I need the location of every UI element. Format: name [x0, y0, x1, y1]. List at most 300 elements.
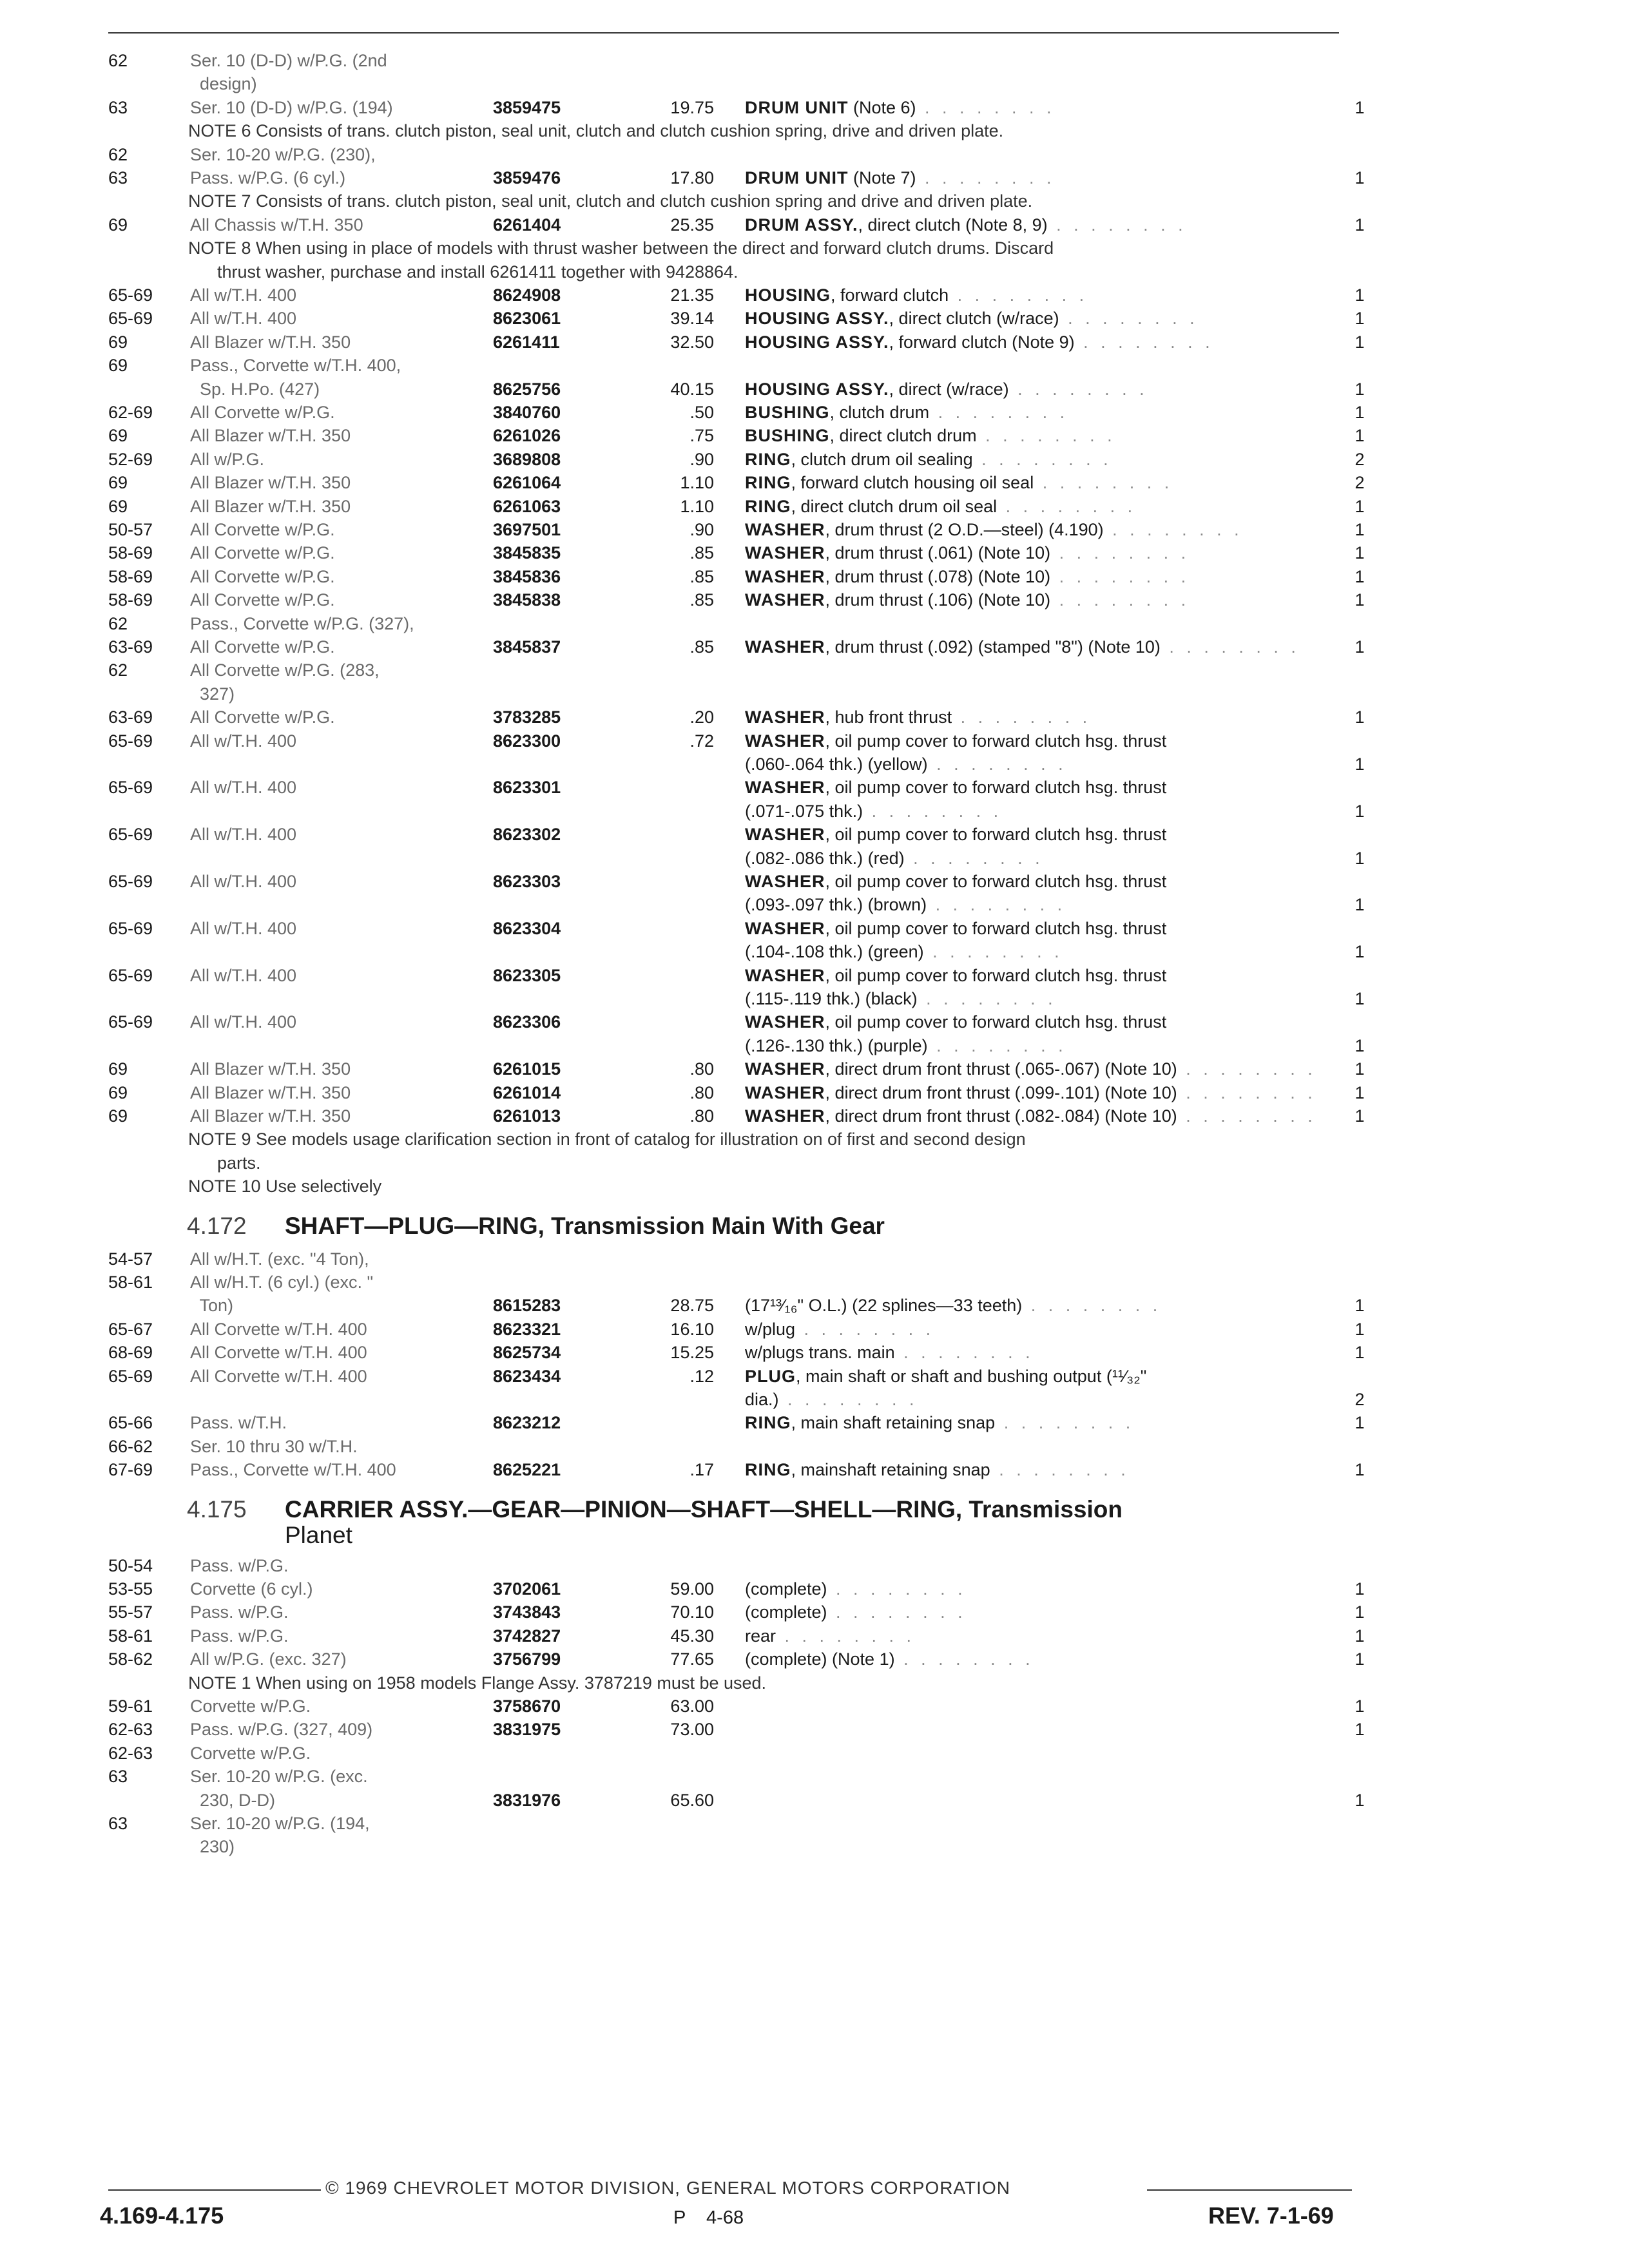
- list-price: 65.60: [670, 1790, 714, 1810]
- list-price: .50: [689, 403, 714, 422]
- list-price: 77.65: [670, 1649, 714, 1669]
- leader-dots: . . . . . . . .: [927, 1035, 1067, 1055]
- model-usage: Corvette w/P.G.: [190, 1696, 311, 1716]
- part-description: [745, 379, 1148, 399]
- part-detail: (.104-.108 thk.) (green): [745, 942, 924, 962]
- part-number: 6261014: [493, 1082, 561, 1102]
- model-years: 59-61: [108, 1696, 153, 1716]
- quantity: 1: [1354, 1579, 1365, 1599]
- part-detail: (Note 6): [848, 97, 916, 117]
- quantity: 1: [1354, 754, 1365, 774]
- part-name: RING: [745, 496, 791, 516]
- footnote-text: NOTE 10 Use selectively: [188, 1177, 382, 1196]
- leader-dots: . . . . . . . .: [827, 1602, 967, 1622]
- model-usage: All Corvette w/T.H. 400: [190, 1366, 367, 1386]
- quantity: 1: [1354, 1343, 1365, 1363]
- quantity: 1: [1354, 1319, 1365, 1339]
- model-usage: Ser. 10-20 w/P.G. (230),: [190, 144, 376, 164]
- quantity: 1: [1354, 1082, 1365, 1102]
- model-years: 62-69: [108, 403, 153, 422]
- leader-dots: . . . . . . . .: [1022, 1296, 1162, 1316]
- footnote-text: NOTE 7 Consists of trans. clutch piston, seal unit, clutch and clutch cushion spring and drive and driven plate.: [188, 191, 1033, 211]
- section-title: SHAFT—PLUG—RING, Transmission Main With Gear: [285, 1212, 885, 1239]
- part-description: [745, 1626, 915, 1646]
- model-years: 63: [108, 97, 128, 117]
- model-usage: All Corvette w/P.G.: [190, 566, 335, 586]
- model-years: 65-66: [108, 1413, 153, 1433]
- quantity: 1: [1354, 496, 1365, 516]
- quantity: 1: [1354, 309, 1365, 329]
- part-description: [745, 777, 1166, 798]
- part-number: 3689808: [493, 449, 561, 469]
- quantity: 1: [1354, 848, 1365, 868]
- section-title: CARRIER ASSY.—GEAR—PINION—SHAFT—SHELL—RING, Transmission: [285, 1495, 1123, 1523]
- part-detail: , drum thrust (.106) (Note 10): [825, 590, 1051, 610]
- part-detail: (.060-.064 thk.) (yellow): [745, 754, 928, 774]
- leader-dots: . . . . . . . .: [1177, 1082, 1316, 1102]
- quantity: 2: [1354, 1390, 1365, 1409]
- model-usage: All w/T.H. 400: [190, 285, 297, 305]
- list-price: .20: [689, 707, 714, 727]
- part-name: RING: [745, 1460, 791, 1480]
- model-usage: All w/P.G. (exc. 327): [190, 1649, 347, 1669]
- model-usage: All Corvette w/P.G.: [190, 707, 335, 727]
- footnote-text: NOTE 6 Consists of trans. clutch piston, seal unit, clutch and clutch cushion spring, drive and driven plate.: [188, 121, 1004, 141]
- part-number: 8625734: [493, 1343, 561, 1363]
- part-name: PLUG: [745, 1366, 796, 1386]
- part-description: [745, 1082, 1316, 1103]
- part-detail: (.082-.086 thk.) (red): [745, 848, 905, 868]
- part-number: 3840760: [493, 403, 561, 422]
- part-detail: , oil pump cover to forward clutch hsg. thrust: [825, 731, 1167, 751]
- model-years: 65-67: [108, 1319, 153, 1339]
- model-usage: All Blazer w/T.H. 350: [190, 1059, 351, 1079]
- part-description: [745, 449, 1112, 470]
- part-description: [745, 1389, 918, 1410]
- footer-copyright: © 1969 CHEVROLET MOTOR DIVISION, GENERAL MOTORS CORPORATION: [325, 2178, 1010, 2198]
- part-description: [745, 215, 1187, 235]
- part-description: [745, 285, 1088, 305]
- model-years: 58-61: [108, 1273, 153, 1292]
- model-years: 63: [108, 168, 128, 187]
- quantity: 1: [1354, 1059, 1365, 1079]
- model-usage: Ser. 10 (D-D) w/P.G. (2nd: [190, 51, 387, 70]
- model-usage: All w/T.H. 400: [190, 778, 297, 798]
- part-name: DRUM UNIT: [745, 97, 849, 117]
- part-detail: , direct clutch drum oil seal: [791, 496, 998, 516]
- part-name: WASHER: [745, 707, 825, 727]
- part-name: WASHER: [745, 872, 825, 891]
- model-usage: All Chassis w/T.H. 350: [190, 215, 363, 235]
- footer-rule-left: [108, 2189, 321, 2191]
- part-description: [745, 1366, 1146, 1387]
- part-number: 8623300: [493, 731, 561, 751]
- model-usage: All w/T.H. 400: [190, 918, 297, 938]
- quantity: 1: [1354, 1413, 1365, 1433]
- list-price: 70.10: [670, 1602, 714, 1622]
- part-detail: , clutch drum oil sealing: [791, 449, 973, 469]
- list-price: .80: [689, 1059, 714, 1079]
- part-detail: , drum thrust (.078) (Note 10): [825, 566, 1051, 586]
- part-number: 8623321: [493, 1319, 561, 1339]
- model-usage: Pass., Corvette w/T.H. 400: [190, 1460, 396, 1480]
- list-price: 16.10: [670, 1319, 714, 1339]
- part-detail: w/plug: [745, 1319, 796, 1339]
- quantity: 1: [1354, 1106, 1365, 1126]
- part-description: [745, 519, 1243, 540]
- model-usage: All w/P.G.: [190, 449, 265, 469]
- model-usage: Ser. 10-20 w/P.G. (exc.: [190, 1767, 368, 1787]
- part-description: [745, 590, 1190, 610]
- part-detail: , direct drum front thrust (.099-.101) (Note 10): [825, 1082, 1177, 1102]
- model-usage: 230, D-D): [190, 1790, 276, 1810]
- part-number: 8623434: [493, 1366, 561, 1386]
- part-description: [745, 1602, 967, 1622]
- quantity: 1: [1354, 1602, 1365, 1622]
- part-number: 8615283: [493, 1296, 561, 1316]
- model-usage: Pass., Corvette w/T.H. 400,: [190, 356, 401, 376]
- model-usage: 327): [190, 684, 235, 704]
- part-number: 8625756: [493, 379, 561, 399]
- part-name: WASHER: [745, 637, 825, 657]
- part-detail: , forward clutch (Note 9): [889, 332, 1075, 352]
- list-price: 32.50: [670, 332, 714, 352]
- model-usage: Ser. 10 thru 30 w/T.H.: [190, 1436, 358, 1456]
- section-number: 4.175: [187, 1495, 247, 1523]
- leader-dots: . . . . . . . .: [927, 895, 1066, 915]
- model-usage: All Blazer w/T.H. 350: [190, 1082, 351, 1102]
- model-usage: Pass. w/P.G.: [190, 1626, 289, 1646]
- part-description: [745, 1579, 967, 1599]
- part-number: 3783285: [493, 707, 561, 727]
- quantity: 1: [1354, 801, 1365, 821]
- part-detail: , oil pump cover to forward clutch hsg. thrust: [825, 1012, 1167, 1032]
- model-usage: All Corvette w/P.G.: [190, 403, 335, 422]
- part-detail: (.126-.130 thk.) (purple): [745, 1035, 928, 1055]
- quantity: 1: [1354, 1696, 1365, 1716]
- part-detail: , direct drum front thrust (.082-.084) (Note 10): [825, 1106, 1177, 1126]
- part-number: 6261411: [493, 332, 560, 352]
- leader-dots: . . . . . . . .: [776, 1626, 916, 1646]
- part-name: WASHER: [745, 590, 825, 610]
- model-usage: All Corvette w/P.G.: [190, 543, 335, 563]
- model-usage: All w/T.H. 400: [190, 872, 297, 891]
- part-detail: (.071-.075 thk.): [745, 801, 863, 821]
- leader-dots: . . . . . . . .: [917, 989, 1057, 1008]
- leader-dots: . . . . . . . .: [949, 285, 1088, 305]
- part-description: [745, 918, 1166, 939]
- quantity: 1: [1354, 403, 1365, 422]
- part-detail: , direct drum front thrust (.065-.067) (Note 10): [825, 1059, 1177, 1079]
- part-name: WASHER: [745, 965, 825, 985]
- model-years: 62: [108, 51, 128, 70]
- model-years: 69: [108, 332, 128, 352]
- part-detail: , direct clutch (Note 8, 9): [858, 215, 1048, 235]
- leader-dots: . . . . . . . .: [1177, 1106, 1316, 1126]
- part-detail: , direct (w/race): [889, 379, 1009, 399]
- part-name: RING: [745, 473, 791, 493]
- part-description: [745, 824, 1166, 845]
- top-rule: [108, 32, 1339, 34]
- part-number: 3702061: [493, 1579, 561, 1599]
- leader-dots: . . . . . . . .: [894, 1649, 1034, 1669]
- model-usage: Ser. 10-20 w/P.G. (194,: [190, 1814, 370, 1833]
- quantity: 1: [1354, 1790, 1365, 1810]
- part-detail: , oil pump cover to forward clutch hsg. thrust: [825, 965, 1167, 985]
- part-description: [745, 496, 1136, 517]
- footnote-text: parts.: [188, 1153, 261, 1173]
- list-price: 17.80: [670, 168, 714, 187]
- model-usage: All Corvette w/P.G.: [190, 520, 335, 539]
- model-years: 65-69: [108, 1012, 153, 1032]
- page-number: P 4-68: [673, 2207, 744, 2228]
- quantity: 1: [1354, 168, 1365, 187]
- model-usage: Pass. w/P.G. (327, 409): [190, 1720, 373, 1740]
- part-description: [745, 332, 1214, 352]
- leader-dots: . . . . . . . .: [916, 168, 1055, 187]
- part-description: [745, 308, 1199, 329]
- part-description: [745, 1106, 1316, 1126]
- part-detail: , drum thrust (2 O.D.—steel) (4.190): [825, 520, 1104, 539]
- leader-dots: . . . . . . . .: [863, 801, 1003, 821]
- quantity: 1: [1354, 285, 1365, 305]
- part-description: [745, 1342, 1034, 1363]
- model-years: 58-69: [108, 543, 153, 563]
- model-years: 62: [108, 660, 128, 680]
- leader-dots: . . . . . . . .: [990, 1460, 1130, 1480]
- model-usage: Ton): [190, 1296, 234, 1316]
- footnote-text: NOTE 9 See models usage clarification section in front of catalog for illustration on of first and second design: [188, 1129, 1026, 1149]
- part-description: [745, 848, 1044, 869]
- part-description: [745, 1319, 934, 1340]
- part-name: DRUM UNIT: [745, 168, 849, 187]
- quantity: 1: [1354, 637, 1365, 657]
- list-price: 1.10: [680, 473, 714, 493]
- model-years: 62: [108, 144, 128, 164]
- model-years: 69: [108, 496, 128, 516]
- leader-dots: . . . . . . . .: [894, 1343, 1034, 1363]
- part-number: 3859475: [493, 97, 561, 117]
- list-price: 28.75: [670, 1296, 714, 1316]
- part-number: 3845837: [493, 637, 561, 657]
- part-number: 6261026: [493, 426, 561, 446]
- list-price: 21.35: [670, 285, 714, 305]
- part-name: HOUSING ASSY.: [745, 379, 889, 399]
- leader-dots: . . . . . . . .: [997, 496, 1137, 516]
- model-years: 68-69: [108, 1343, 153, 1363]
- model-usage: All Corvette w/P.G. (283,: [190, 660, 380, 680]
- footnote-text: NOTE 8 When using in place of models with thrust washer between the direct and forward clutch drums. Discard: [188, 238, 1054, 258]
- part-detail: , oil pump cover to forward clutch hsg. thrust: [825, 778, 1167, 798]
- leader-dots: . . . . . . . .: [1034, 473, 1173, 493]
- leader-dots: . . . . . . . .: [1177, 1059, 1316, 1079]
- part-detail: , direct clutch (w/race): [889, 309, 1059, 329]
- model-usage: All w/H.T. (6 cyl.) (exc. ": [190, 1273, 374, 1292]
- leader-dots: . . . . . . . .: [1047, 215, 1187, 235]
- model-usage: All Blazer w/T.H. 350: [190, 473, 351, 493]
- part-name: WASHER: [745, 731, 825, 751]
- part-name: WASHER: [745, 1082, 825, 1102]
- model-years: 62-63: [108, 1720, 153, 1740]
- model-usage: All w/H.T. (exc. "4 Ton),: [190, 1249, 369, 1269]
- part-detail: , direct clutch drum: [829, 426, 977, 446]
- model-years: 62-63: [108, 1743, 153, 1763]
- quantity: 1: [1354, 97, 1365, 117]
- model-usage: All Corvette w/P.G.: [190, 590, 335, 610]
- model-years: 65-69: [108, 872, 153, 891]
- model-usage: All Blazer w/T.H. 350: [190, 1106, 351, 1126]
- model-years: 65-69: [108, 825, 153, 845]
- model-years: 65-69: [108, 778, 153, 798]
- part-description: [745, 1035, 1067, 1056]
- part-detail: (.115-.119 thk.) (black): [745, 989, 918, 1008]
- part-detail: (17¹³⁄₁₆" O.L.) (22 splines—33 teeth): [745, 1296, 1023, 1316]
- model-years: 54-57: [108, 1249, 153, 1269]
- footer-rule-right: [1147, 2189, 1352, 2191]
- part-number: 8623212: [493, 1413, 561, 1433]
- part-name: WASHER: [745, 918, 825, 938]
- list-price: .90: [689, 449, 714, 469]
- model-years: 50-54: [108, 1555, 153, 1575]
- model-usage: Corvette (6 cyl.): [190, 1579, 313, 1599]
- quantity: 1: [1354, 895, 1365, 915]
- list-price: .85: [689, 543, 714, 563]
- model-usage: Pass. w/P.G. (6 cyl.): [190, 168, 346, 187]
- leader-dots: . . . . . . . .: [1059, 309, 1199, 329]
- part-name: WASHER: [745, 1059, 825, 1079]
- model-years: 69: [108, 1059, 128, 1079]
- quantity: 1: [1354, 566, 1365, 586]
- model-usage: All w/T.H. 400: [190, 1012, 297, 1032]
- list-price: 40.15: [670, 379, 714, 399]
- part-detail: (complete): [745, 1602, 827, 1622]
- part-description: [745, 1295, 1161, 1316]
- part-name: WASHER: [745, 566, 825, 586]
- model-years: 69: [108, 1082, 128, 1102]
- model-years: 58-69: [108, 590, 153, 610]
- list-price: 1.10: [680, 496, 714, 516]
- part-description: [745, 941, 1063, 962]
- list-price: .80: [689, 1106, 714, 1126]
- part-number: 3845836: [493, 566, 561, 586]
- part-name: HOUSING ASSY.: [745, 309, 889, 329]
- part-detail: , forward clutch housing oil seal: [791, 473, 1034, 493]
- quantity: 1: [1354, 520, 1365, 539]
- leader-dots: . . . . . . . .: [1050, 566, 1190, 586]
- model-years: 63-69: [108, 637, 153, 657]
- part-number: 6261404: [493, 215, 561, 235]
- part-description: [745, 801, 1002, 822]
- part-description: [745, 731, 1166, 751]
- part-name: WASHER: [745, 1106, 825, 1126]
- model-years: 50-57: [108, 520, 153, 539]
- leader-dots: . . . . . . . .: [972, 449, 1112, 469]
- part-description: [745, 97, 1055, 118]
- part-name: DRUM ASSY.: [745, 215, 858, 235]
- part-description: [745, 871, 1166, 892]
- model-years: 58-61: [108, 1626, 153, 1646]
- model-usage: All Blazer w/T.H. 350: [190, 332, 351, 352]
- model-years: 65-69: [108, 918, 153, 938]
- list-price: .85: [689, 590, 714, 610]
- part-detail: , mainshaft retaining snap: [791, 1460, 990, 1480]
- part-detail: , drum thrust (.061) (Note 10): [825, 543, 1051, 563]
- quantity: 1: [1354, 707, 1365, 727]
- quantity: 1: [1354, 1649, 1365, 1669]
- part-number: 8623301: [493, 778, 561, 798]
- leader-dots: . . . . . . . .: [827, 1579, 967, 1599]
- list-price: .80: [689, 1082, 714, 1102]
- part-description: [745, 168, 1055, 188]
- model-years: 69: [108, 426, 128, 446]
- part-detail: , main shaft or shaft and bushing output (¹¹⁄₃₂": [796, 1366, 1147, 1386]
- list-price: .90: [689, 520, 714, 539]
- quantity: 1: [1354, 1035, 1365, 1055]
- list-price: 73.00: [670, 1720, 714, 1740]
- model-years: 55-57: [108, 1602, 153, 1622]
- part-detail: rear: [745, 1626, 776, 1646]
- model-usage: Pass. w/P.G.: [190, 1555, 289, 1575]
- part-number: 8623303: [493, 872, 561, 891]
- part-name: WASHER: [745, 778, 825, 798]
- leader-dots: . . . . . . . .: [976, 426, 1116, 446]
- part-name: WASHER: [745, 543, 825, 563]
- model-usage: Ser. 10 (D-D) w/P.G. (194): [190, 97, 393, 117]
- part-detail: , hub front thrust: [825, 707, 952, 727]
- part-number: 8623302: [493, 825, 561, 845]
- quantity: 1: [1354, 1626, 1365, 1646]
- model-usage: Sp. H.Po. (427): [190, 379, 320, 399]
- part-number: 3758670: [493, 1696, 561, 1716]
- leader-dots: . . . . . . . .: [927, 754, 1067, 774]
- footnote-text: thrust washer, purchase and install 6261411 together with 9428864.: [188, 262, 738, 282]
- model-years: 69: [108, 1106, 128, 1126]
- part-number: 3845835: [493, 543, 561, 563]
- model-usage: design): [190, 74, 257, 94]
- part-number: 8624908: [493, 285, 561, 305]
- part-description: [745, 637, 1300, 657]
- model-years: 62: [108, 613, 128, 633]
- part-detail: , forward clutch: [831, 285, 949, 305]
- quantity: 1: [1354, 1460, 1365, 1480]
- part-name: WASHER: [745, 520, 825, 539]
- part-name: RING: [745, 1413, 791, 1433]
- quantity: 1: [1354, 1296, 1365, 1316]
- quantity: 2: [1354, 473, 1365, 493]
- list-price: 59.00: [670, 1579, 714, 1599]
- model-years: 63-69: [108, 707, 153, 727]
- list-price: .75: [689, 426, 714, 446]
- part-detail: , clutch drum: [829, 403, 930, 422]
- part-description: [745, 425, 1116, 446]
- leader-dots: . . . . . . . .: [778, 1390, 918, 1409]
- model-usage: Pass. w/P.G.: [190, 1602, 289, 1622]
- part-number: 8623305: [493, 965, 561, 985]
- list-price: 63.00: [670, 1696, 714, 1716]
- part-number: 3742827: [493, 1626, 561, 1646]
- list-price: 19.75: [670, 97, 714, 117]
- model-usage: All Corvette w/T.H. 400: [190, 1343, 367, 1363]
- model-years: 63: [108, 1767, 128, 1787]
- model-usage: All w/T.H. 400: [190, 731, 297, 751]
- section-title-continued: [285, 1522, 352, 1549]
- model-years: 69: [108, 356, 128, 376]
- quantity: 1: [1354, 942, 1365, 962]
- list-price: 15.25: [670, 1343, 714, 1363]
- part-name: HOUSING ASSY.: [745, 332, 889, 352]
- leader-dots: . . . . . . . .: [904, 848, 1044, 868]
- part-detail: , main shaft retaining snap: [791, 1413, 996, 1433]
